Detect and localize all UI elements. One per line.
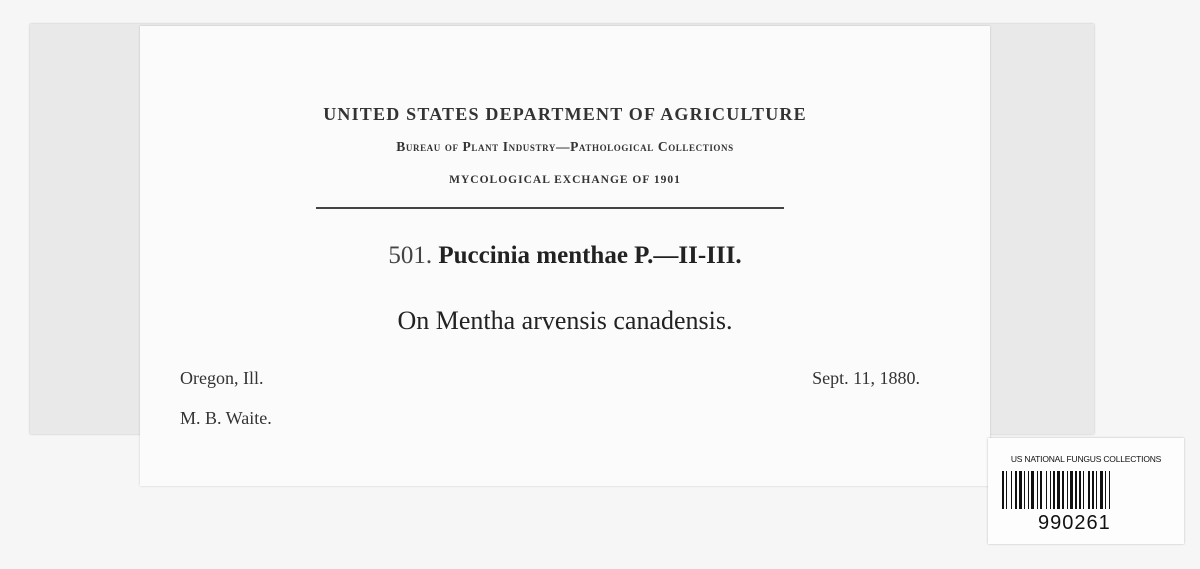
label-header-exchange: MYCOLOGICAL EXCHANGE OF 1901 — [449, 174, 681, 186]
collection-date: Sept. 11, 1880. — [812, 368, 920, 388]
specimen-number: 501. — [388, 242, 433, 269]
specimen-label — [140, 26, 990, 486]
host-plant: On Mentha arvensis canadensis. — [397, 306, 733, 335]
barcode-number: 990261 — [1038, 512, 1111, 534]
header-divider — [316, 207, 784, 209]
barcode-tag — [988, 438, 1184, 544]
collection-locality: Oregon, Ill. — [180, 368, 264, 388]
barcode-icon — [998, 471, 1174, 509]
label-header-bureau: Bureau of Plant Industry—Pathological Collections — [396, 139, 734, 154]
collector-name: M. B. Waite. — [180, 408, 272, 428]
taxon-name: Puccinia menthae P.—II-III. — [438, 242, 742, 269]
taxon-line — [140, 242, 990, 270]
label-header-agency: UNITED STATES DEPARTMENT OF AGRICULTURE — [323, 104, 807, 124]
barcode-institution: US NATIONAL FUNGUS COLLECTIONS — [1010, 454, 1162, 464]
